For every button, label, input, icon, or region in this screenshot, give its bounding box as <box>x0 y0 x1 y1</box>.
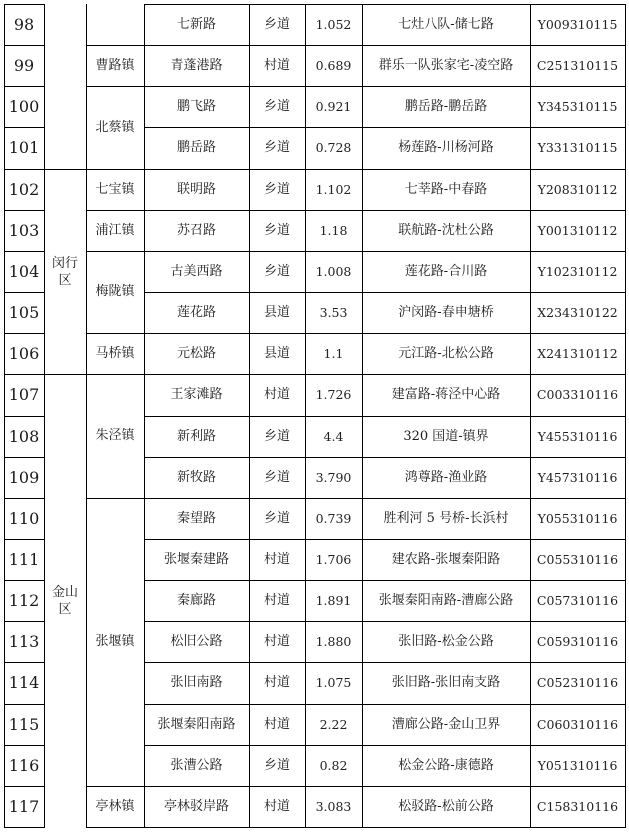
town-cell <box>86 4 144 45</box>
road-section-cell: 七灶八队-储七路 <box>398 16 494 32</box>
district-border <box>44 169 87 170</box>
town-border <box>86 786 145 787</box>
road-length-cell: 0.82 <box>319 757 348 773</box>
road-grade-cell: 乡道 <box>263 757 290 773</box>
road-code-cell: C158310116 <box>536 798 619 814</box>
row-border <box>4 827 45 828</box>
row-border <box>4 45 45 46</box>
town-border <box>86 169 145 170</box>
row-border <box>144 827 626 828</box>
row-number-cell: 103 <box>8 220 40 240</box>
row-border <box>144 4 626 5</box>
district-cell <box>44 4 86 169</box>
road-grade-cell: 村道 <box>263 798 290 814</box>
road-grade-cell: 乡道 <box>263 16 290 32</box>
road-length-cell: 1.18 <box>319 222 348 238</box>
road-code-cell: C055310116 <box>536 551 619 567</box>
road-code-cell: Y345310115 <box>537 98 618 114</box>
row-number-cell: 114 <box>8 673 40 692</box>
road-code-cell: Y102310112 <box>537 263 618 279</box>
row-number-cell: 117 <box>8 796 40 816</box>
row-border <box>144 374 626 375</box>
row-border <box>4 127 45 128</box>
row-border <box>4 539 45 540</box>
row-number-cell: 105 <box>8 302 40 322</box>
town-border <box>86 827 145 828</box>
row-number-cell: 102 <box>8 179 40 199</box>
town-border <box>86 374 145 375</box>
row-border <box>144 169 626 170</box>
road-grade-cell: 村道 <box>263 675 290 690</box>
road-section-cell: 张堰秦阳南路-漕廊公路 <box>378 592 514 608</box>
town-cell: 张堰镇 <box>95 634 135 649</box>
road-code-cell: C251310115 <box>536 57 619 73</box>
road-length-cell: 3.53 <box>319 304 348 320</box>
road-name-cell: 元松路 <box>176 345 216 361</box>
row-border <box>144 704 626 705</box>
town-cell: 朱泾镇 <box>95 428 135 443</box>
row-number-cell: 112 <box>8 590 40 610</box>
road-length-cell: 1.706 <box>315 551 352 567</box>
row-border <box>144 416 626 417</box>
road-grade-cell: 乡道 <box>263 469 290 485</box>
road-length-cell: 1.075 <box>315 675 352 690</box>
road-grade-cell: 乡道 <box>263 181 290 197</box>
row-border <box>4 416 45 417</box>
town-border <box>86 333 145 334</box>
road-length-cell: 0.728 <box>315 140 352 155</box>
road-code-cell: C052310116 <box>536 675 619 690</box>
road-section-cell: 群乐一队张家宅-凌空路 <box>378 57 514 73</box>
road-section-cell: 鸿尊路-渔业路 <box>404 469 488 485</box>
row-number-cell: 110 <box>8 508 40 528</box>
road-length-cell: 2.22 <box>319 716 348 732</box>
row-border <box>4 498 45 499</box>
row-border <box>144 786 626 787</box>
row-border <box>4 86 45 87</box>
row-border <box>4 704 45 705</box>
road-code-cell: Y001310112 <box>537 222 618 238</box>
district-cell: 闵行区 <box>51 255 78 288</box>
road-name-cell: 张旧南路 <box>170 675 223 690</box>
row-border <box>4 292 45 293</box>
road-code-cell: X234310122 <box>537 304 618 320</box>
road-length-cell: 3.083 <box>315 798 352 814</box>
town-cell: 马桥镇 <box>95 345 135 361</box>
road-code-cell: C057310116 <box>536 592 619 608</box>
road-section-cell: 建富路-蒋泾中心路 <box>391 387 501 402</box>
town-border <box>86 45 145 46</box>
town-border <box>86 498 145 499</box>
road-section-cell: 张旧路-松金公路 <box>398 633 494 649</box>
row-border <box>144 498 626 499</box>
row-number-cell: 98 <box>13 14 35 34</box>
road-length-cell: 1.726 <box>315 387 352 402</box>
road-code-cell: Y208310112 <box>537 181 618 197</box>
row-border <box>144 86 626 87</box>
row-number-cell: 99 <box>13 55 35 75</box>
road-grade-cell: 村道 <box>263 551 290 567</box>
row-border <box>144 210 626 211</box>
town-cell: 梅陇镇 <box>95 284 135 299</box>
road-name-cell: 王家滩路 <box>170 387 223 402</box>
district-cell: 金山区 <box>51 584 78 617</box>
row-number-cell: 111 <box>8 549 40 569</box>
road-section-cell: 元江路-北松公路 <box>398 345 494 361</box>
road-grade-cell: 乡道 <box>263 428 290 444</box>
road-grade-cell: 乡道 <box>263 510 290 526</box>
row-border <box>144 333 626 334</box>
row-number-cell: 104 <box>8 261 40 281</box>
district-border <box>44 374 87 375</box>
road-grade-cell: 村道 <box>263 633 290 649</box>
row-border <box>144 251 626 252</box>
row-border <box>144 580 626 581</box>
road-name-cell: 秦望路 <box>176 510 216 526</box>
row-border <box>144 292 626 293</box>
road-name-cell: 七新路 <box>176 16 216 32</box>
road-code-cell: Y457310116 <box>537 469 618 485</box>
row-number-cell: 107 <box>8 385 40 404</box>
road-name-cell: 莲花路 <box>176 304 216 320</box>
road-grade-cell: 村道 <box>263 716 290 732</box>
road-code-cell: Y331310115 <box>537 140 618 155</box>
road-section-cell: 松驳路-松前公路 <box>398 798 494 814</box>
road-grade-cell: 村道 <box>263 592 290 608</box>
road-section-cell: 杨莲路-川杨河路 <box>398 140 494 155</box>
road-code-cell: C059310116 <box>536 633 619 649</box>
row-number-cell: 101 <box>8 138 40 157</box>
town-border <box>86 251 145 252</box>
road-length-cell: 4.4 <box>323 428 344 444</box>
town-cell: 浦江镇 <box>95 222 135 238</box>
row-number-cell: 106 <box>8 343 40 363</box>
road-length-cell: 1.1 <box>323 345 344 361</box>
road-grade-cell: 县道 <box>263 304 290 320</box>
row-border <box>4 333 45 334</box>
row-border <box>144 127 626 128</box>
row-border <box>4 169 45 170</box>
road-section-cell: 鹏岳路-鹏岳路 <box>404 98 488 114</box>
road-section-cell: 七莘路-中春路 <box>404 181 488 197</box>
row-number-cell: 113 <box>8 631 40 651</box>
row-border <box>144 745 626 746</box>
road-code-cell: Y455310116 <box>537 428 618 444</box>
road-code-cell: C060310116 <box>536 716 619 732</box>
row-number-cell: 109 <box>8 467 40 487</box>
road-name-cell: 秦廊路 <box>176 592 216 608</box>
row-border <box>144 457 626 458</box>
row-border <box>4 4 45 5</box>
row-number-cell: 116 <box>8 755 40 775</box>
road-section-cell: 联航路-沈杜公路 <box>398 222 494 238</box>
road-name-cell: 鹏飞路 <box>176 98 216 114</box>
row-border <box>144 621 626 622</box>
road-name-cell: 青蓬港路 <box>170 57 223 73</box>
road-grade-cell: 村道 <box>263 57 290 73</box>
road-name-cell: 古美西路 <box>170 263 223 279</box>
town-cell: 北蔡镇 <box>95 119 135 135</box>
row-border <box>4 251 45 252</box>
road-section-cell: 沪闵路-春申塘桥 <box>398 304 494 320</box>
road-length-cell: 1.891 <box>315 592 352 608</box>
road-length-cell: 1.102 <box>315 181 352 197</box>
road-grade-cell: 乡道 <box>263 263 290 279</box>
road-name-cell: 鹏岳路 <box>176 140 216 155</box>
row-border <box>4 621 45 622</box>
road-grade-cell: 乡道 <box>263 98 290 114</box>
road-section-cell: 320 国道-镇界 <box>403 428 489 444</box>
road-length-cell: 1.880 <box>315 633 352 649</box>
road-name-cell: 苏召路 <box>176 222 216 238</box>
road-grade-cell: 乡道 <box>263 222 290 238</box>
road-code-cell: Y009310115 <box>537 16 618 32</box>
row-border <box>4 457 45 458</box>
row-border <box>4 374 45 375</box>
road-section-cell: 张旧路-张旧南支路 <box>391 675 501 690</box>
road-name-cell: 新牧路 <box>176 469 216 485</box>
row-border <box>4 786 45 787</box>
road-name-cell: 新利路 <box>176 428 216 444</box>
row-border <box>4 745 45 746</box>
road-section-cell: 漕廊公路-金山卫界 <box>391 716 501 732</box>
road-length-cell: 1.008 <box>315 263 352 279</box>
town-border <box>86 210 145 211</box>
road-name-cell: 张堰秦建路 <box>163 551 229 567</box>
road-length-cell: 1.052 <box>315 16 352 32</box>
road-grade-cell: 乡道 <box>263 140 290 155</box>
road-name-cell: 松旧公路 <box>170 633 223 649</box>
road-name-cell: 张漕公路 <box>170 757 223 773</box>
row-number-cell: 100 <box>8 96 40 116</box>
town-cell: 曹路镇 <box>95 57 135 73</box>
row-border <box>144 539 626 540</box>
row-border <box>4 662 45 663</box>
road-code-cell: Y055310116 <box>537 510 618 526</box>
town-border <box>86 86 145 87</box>
road-code-cell: C003310116 <box>536 387 619 402</box>
column-border <box>86 4 87 828</box>
road-section-cell: 松金公路-康德路 <box>398 757 494 773</box>
road-section-cell: 莲花路-合川路 <box>404 263 488 279</box>
road-length-cell: 0.689 <box>315 57 352 73</box>
road-code-cell: X241310112 <box>537 345 618 361</box>
road-length-cell: 0.739 <box>315 510 352 526</box>
road-section-cell: 胜利河 5 号桥-长浜村 <box>383 510 509 526</box>
road-grade-cell: 县道 <box>263 345 290 361</box>
road-length-cell: 0.921 <box>315 98 352 114</box>
road-name-cell: 张堰秦阳南路 <box>157 716 236 732</box>
road-name-cell: 联明路 <box>176 181 216 197</box>
row-number-cell: 108 <box>8 426 40 446</box>
road-grade-cell: 村道 <box>263 387 290 402</box>
road-name-cell: 亭林驳岸路 <box>163 798 229 814</box>
town-cell: 亭林镇 <box>95 798 135 814</box>
row-border <box>4 580 45 581</box>
road-length-cell: 3.790 <box>315 469 352 485</box>
road-section-cell: 建农路-张堰秦阳路 <box>391 551 501 567</box>
row-border <box>144 45 626 46</box>
road-code-cell: Y051310116 <box>537 757 618 773</box>
row-number-cell: 115 <box>8 714 40 734</box>
town-cell: 七宝镇 <box>95 181 135 197</box>
row-border <box>4 210 45 211</box>
row-border <box>144 662 626 663</box>
